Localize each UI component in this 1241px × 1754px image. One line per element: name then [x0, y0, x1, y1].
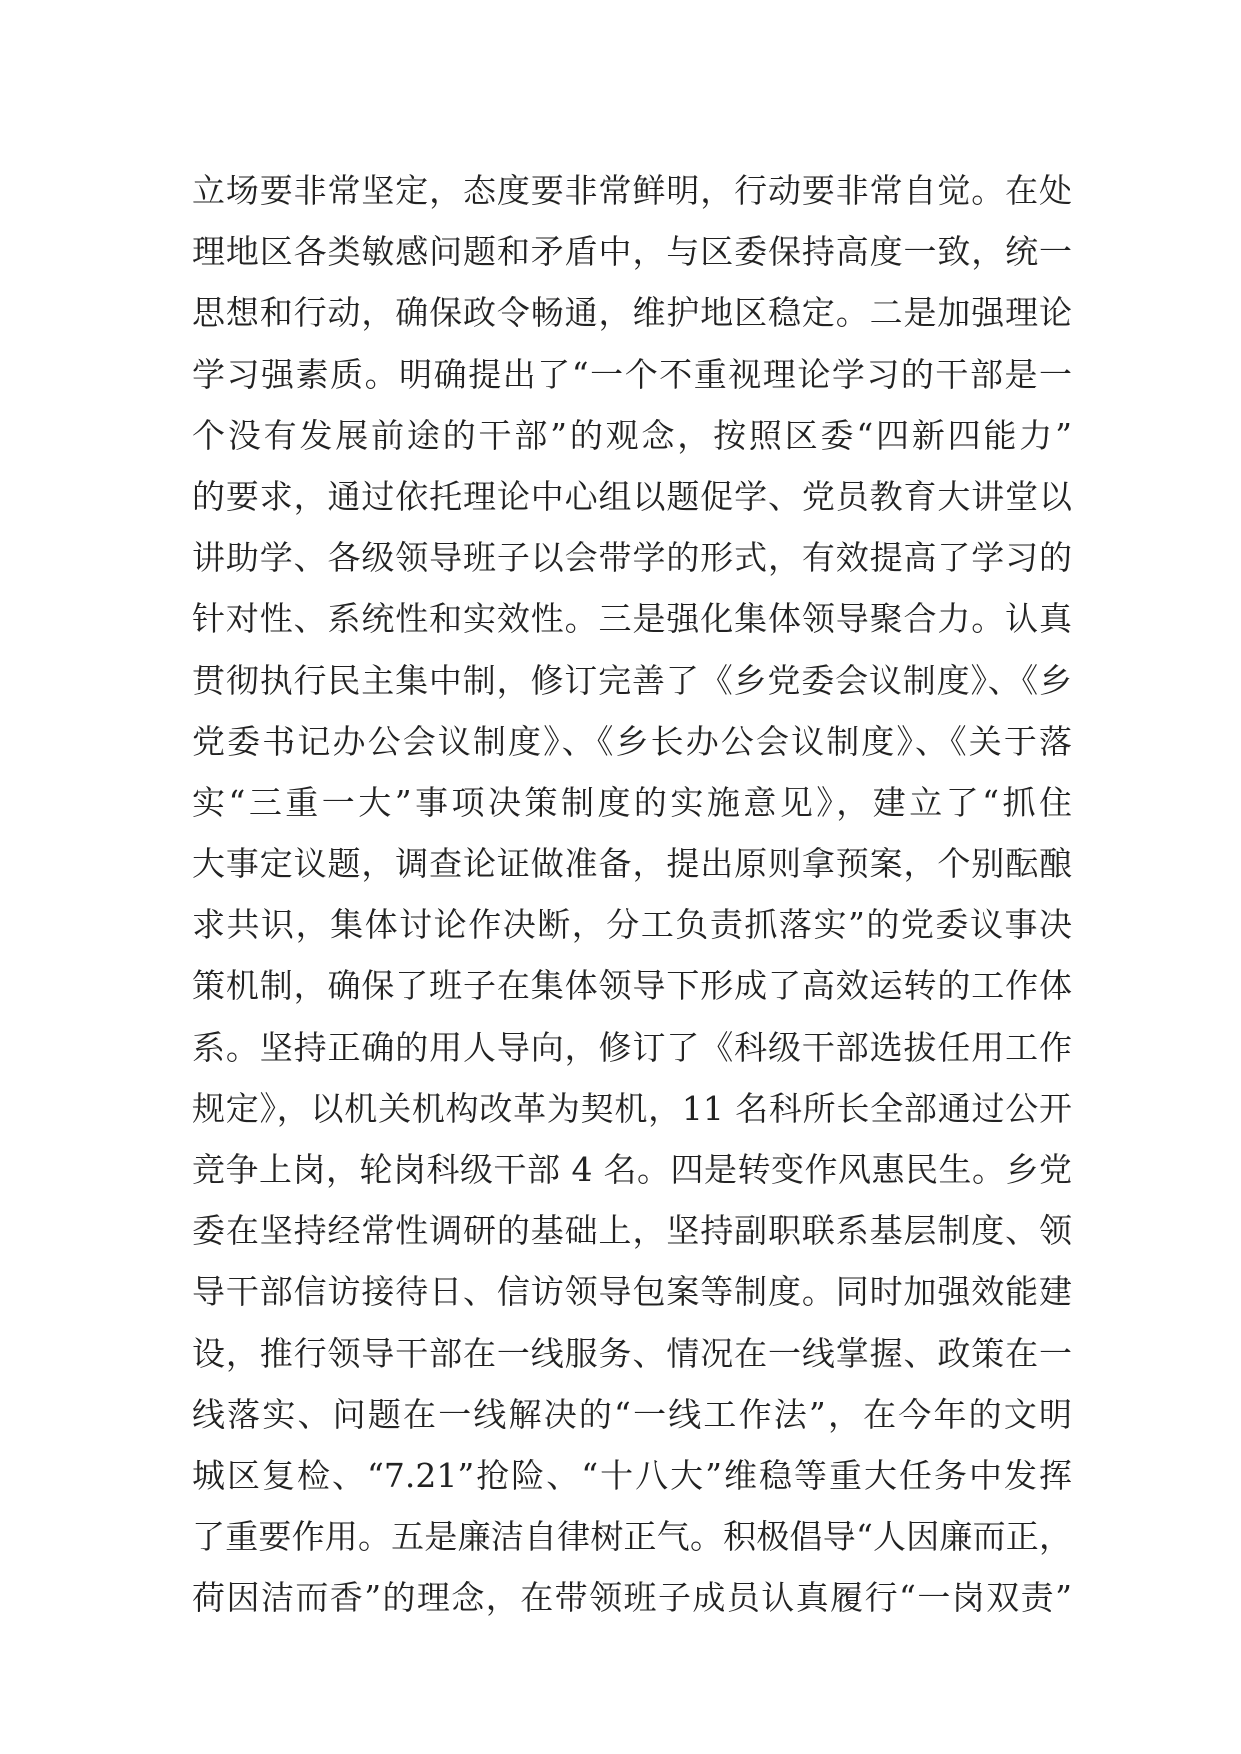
- text-line: 城区复检、“7.21”抢险、“十八大”维稳等重大任务中发挥: [192, 1455, 1072, 1495]
- text-line: 讲助学、各级领导班子以会带学的形式，有效提高了学习的: [192, 538, 1072, 578]
- text-line: 荷因洁而香”的理念，在带领班子成员认真履行“一岗双责”: [192, 1578, 1072, 1618]
- text-line: 规定》，以机关机构改革为契机，11 名科所长全部通过公开: [192, 1088, 1072, 1128]
- text-line: 策机制，确保了班子在集体领导下形成了高效运转的工作体: [192, 966, 1072, 1006]
- text-line: 的要求，通过依托理论中心组以题促学、党员教育大讲堂以: [192, 476, 1072, 516]
- text-line: 贯彻执行民主集中制，修订完善了《乡党委会议制度》、《乡: [192, 660, 1072, 700]
- text-line: 大事定议题，调查论证做准备，提出原则拿预案，个别酝酿: [192, 844, 1072, 884]
- text-line: 思想和行动，确保政令畅通，维护地区稳定。二是加强理论: [192, 293, 1072, 333]
- text-line: 实“三重一大”事项决策制度的实施意见》，建立了“抓住: [192, 782, 1072, 822]
- text-line: 针对性、系统性和实效性。三是强化集体领导聚合力。认真: [192, 599, 1072, 639]
- text-line: 导干部信访接待日、信访领导包案等制度。同时加强效能建: [192, 1272, 1072, 1312]
- body-text: [192, 160, 1072, 1629]
- text-line: 求共识，集体讨论作决断，分工负责抓落实”的党委议事决: [192, 905, 1072, 945]
- text-line: 学习强素质。明确提出了“一个不重视理论学习的干部是一: [192, 354, 1072, 394]
- text-line: 线落实、问题在一线解决的“一线工作法”，在今年的文明: [192, 1394, 1072, 1434]
- text-line: 立场要非常坚定，态度要非常鲜明，行动要非常自觉。在处: [192, 171, 1072, 210]
- text-line: 竞争上岗，轮岗科级干部 4 名。四是转变作风惠民生。乡党: [192, 1150, 1072, 1189]
- text-line: 了重要作用。五是廉洁自律树正气。积极倡导“人因廉而正，: [192, 1517, 1072, 1557]
- text-line: 党委书记办公会议制度》、《乡长办公会议制度》、《关于落: [192, 721, 1072, 761]
- text-line: 个没有发展前途的干部”的观念，按照区委“四新四能力”: [192, 415, 1072, 455]
- text-line: 委在坚持经常性调研的基础上，坚持副职联系基层制度、领: [192, 1211, 1072, 1251]
- text-line: 系。坚持正确的用人导向，修订了《科级干部选拔任用工作: [192, 1027, 1072, 1067]
- text-line: 设，推行领导干部在一线服务、情况在一线掌握、政策在一: [192, 1333, 1072, 1373]
- text-line: 理地区各类敏感问题和矛盾中，与区委保持高度一致，统一: [192, 232, 1072, 272]
